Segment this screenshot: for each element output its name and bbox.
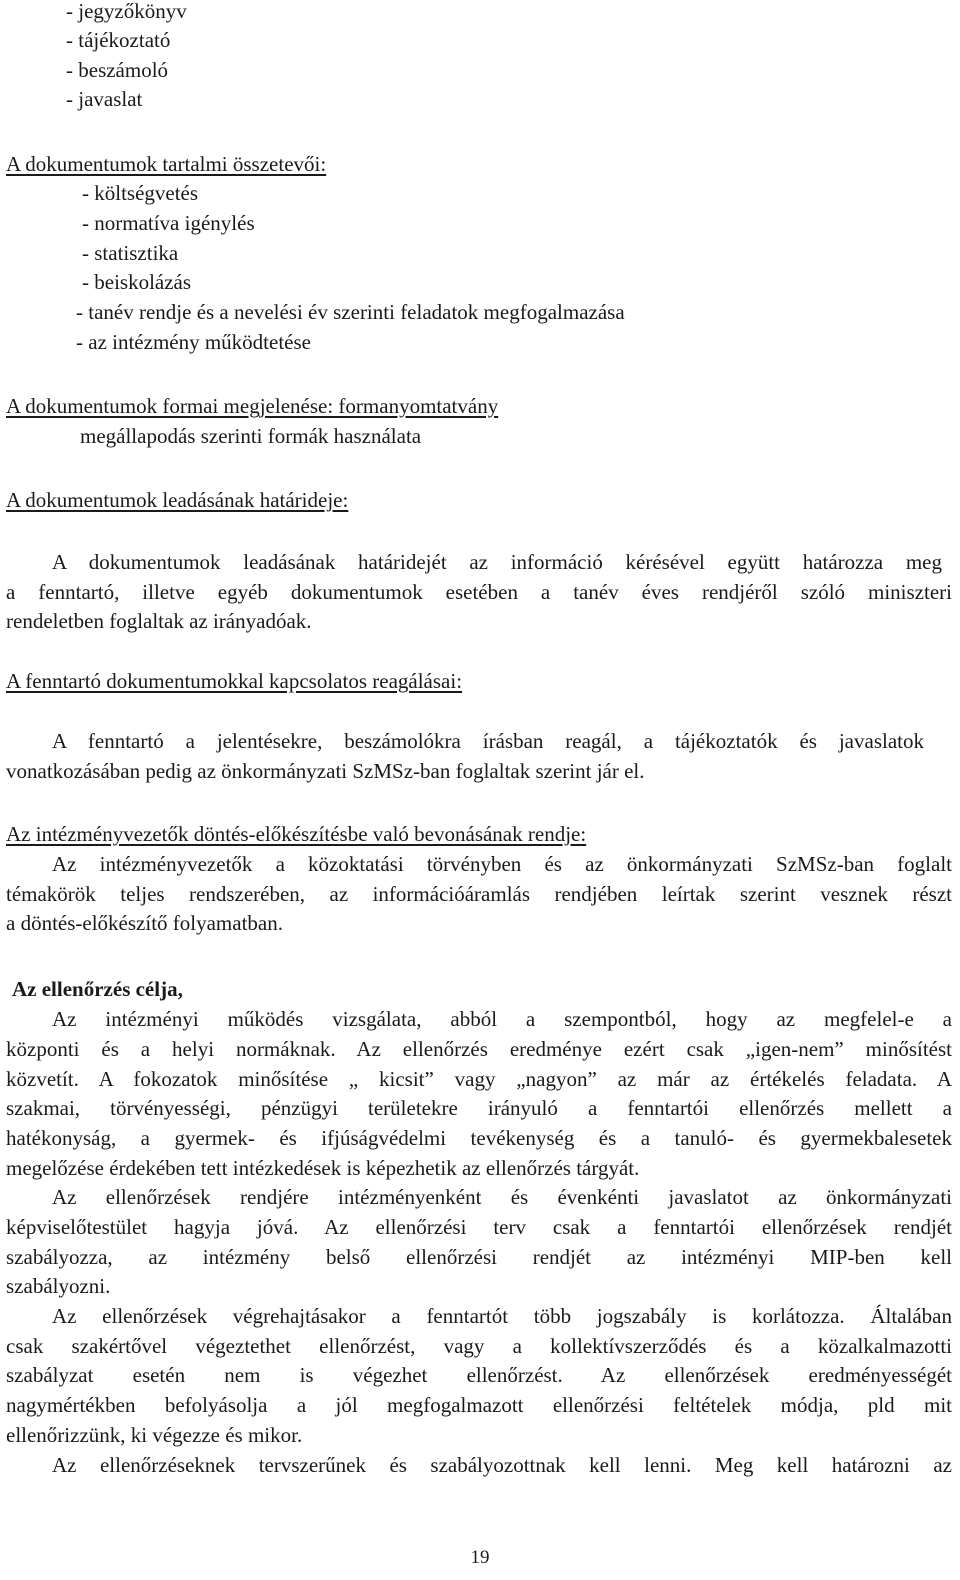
control-line: Az ellenőrzéseknek tervszerűnek és szabályozottnak kell lenni. Meg kell határozni az	[52, 1453, 952, 1477]
control-line: szabályzat esetén nem is végezhet ellenőrzést. Az ellenőrzések eredményességét	[6, 1363, 952, 1387]
involvement-line: a döntés-előkészítő folyamatban.	[6, 911, 283, 935]
involvement-line: témakörök teljes rendszerében, az információáramlás rendjében leírtak szerint vesznek részt	[6, 882, 952, 906]
component-item: - tanév rendje és a nevelési év szerinti feladatok megfogalmazása	[76, 300, 625, 324]
control-line: közvetít. A fokozatok minősítése „ kicsit” vagy „nagyon” az már az értékelés feladata. A	[6, 1067, 952, 1091]
involvement-line: Az intézményvezetők a közoktatási törvényben és az önkormányzati SzMSz-ban foglalt	[52, 852, 952, 876]
page-number: 19	[470, 1547, 490, 1568]
control-line: Az intézményi működés vizsgálata, abból a szempontból, hogy az megfelel-e a	[52, 1007, 952, 1031]
reactions-line: vonatkozásában pedig az önkormányzati SzMSz-ban foglaltak szerint jár el.	[6, 759, 645, 783]
control-line: képviselőtestület hagyja jóvá. Az ellenőrzési terv csak a fenntartói ellenőrzések rendjét	[6, 1215, 952, 1239]
control-line: szabályozza, az intézmény belső ellenőrzési rendjét az intézményi MIP-ben kell	[6, 1245, 952, 1269]
control-line: Az ellenőrzések rendjére intézményenként és évenkénti javaslatot az önkormányzati	[52, 1185, 952, 1209]
components-heading: A dokumentumok tartalmi összetevői:	[6, 152, 327, 176]
involvement-heading: Az intézményvezetők döntés-előkészítésbe való bevonásának rendje:	[6, 822, 587, 846]
control-line: csak szakértővel végeztethet ellenőrzést, vagy a kollektívszerződés és a közalkalmazotti	[6, 1334, 952, 1358]
control-line: hatékonyság, a gyermek- és ifjúságvédelmi tevékenység és a tanuló- és gyermekbalesetek	[6, 1126, 952, 1150]
control-line: Az ellenőrzések végrehajtásakor a fenntartót több jogszabály is korlátozza. Általában	[52, 1304, 952, 1328]
deadline-line: a fenntartó, illetve egyéb dokumentumok esetében a tanév éves rendjéről szóló miniszteri	[6, 580, 952, 604]
component-item: - az intézmény működtetése	[76, 330, 311, 354]
reactions-line: A fenntartó a jelentésekre, beszámolókra írásban reagál, a tájékoztatók és javaslatok	[52, 729, 924, 753]
doc-type-item: - beszámoló	[66, 58, 169, 82]
component-item: - költségvetés	[82, 181, 199, 205]
formal-heading: A dokumentumok formai megjelenése: formanyomtatvány	[6, 394, 499, 418]
doc-type-item: - tájékoztató	[66, 28, 171, 52]
doc-type-item: - jegyzőkönyv	[66, 0, 187, 23]
control-line: megelőzése érdekében tett intézkedések is képezhetik az ellenőrzés tárgyát.	[6, 1156, 640, 1180]
deadline-heading: A dokumentumok leadásának határideje:	[6, 488, 349, 512]
control-line: szakmai, törvényességi, pénzügyi területekre irányuló a fenntartói ellenőrzés mellett a	[6, 1096, 952, 1120]
formal-line: megállapodás szerinti formák használata	[80, 424, 422, 448]
component-item: - beiskolázás	[82, 270, 192, 294]
reactions-heading: A fenntartó dokumentumokkal kapcsolatos reagálásai:	[6, 669, 463, 693]
control-heading: Az ellenőrzés célja,	[12, 977, 183, 1001]
control-line: nagymértékben befolyásolja a jól megfogalmazott ellenőrzési feltételek módja, pld mit	[6, 1393, 952, 1417]
doc-type-item: - javaslat	[66, 87, 143, 111]
component-item: - statisztika	[82, 241, 179, 265]
control-line: ellenőrizzünk, ki végezze és mikor.	[6, 1423, 303, 1447]
component-item: - normatíva igénylés	[82, 211, 255, 235]
deadline-line: rendeletben foglaltak az irányadóak.	[6, 609, 312, 633]
control-line: szabályozni.	[6, 1274, 111, 1298]
deadline-line: A dokumentumok leadásának határidejét az információ kérésével együtt határozza meg	[52, 550, 942, 574]
control-line: központi és a helyi normáknak. Az ellenőrzés eredménye ezért csak „igen-nem” minősítést	[6, 1037, 952, 1061]
